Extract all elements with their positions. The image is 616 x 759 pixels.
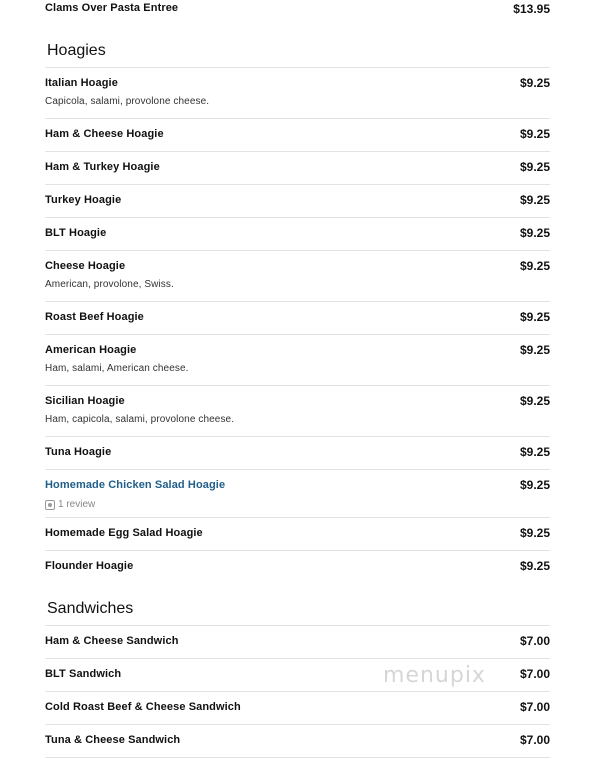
item-price: $9.25 [519,310,550,324]
item-price: $9.25 [519,526,550,540]
item-name: Cheese Hoagie [45,260,126,272]
menu-item [45,68,550,119]
menu-item [45,119,550,152]
item-price: $7.00 [519,733,550,747]
watermark-logo: menupix [383,663,486,688]
section-title-hoagies: Hoagies [47,42,106,59]
menu-item [45,0,550,20]
review-icon [45,500,55,510]
menu-item [45,185,550,218]
menu-item [45,470,550,518]
menu-item [45,551,550,583]
item-price: $13.95 [513,2,550,16]
menu-item [45,692,550,725]
item-description: Ham, capicola, salami, provolone cheese. [45,414,235,425]
item-name: Sicilian Hoagie [45,395,125,407]
item-name: Tuna Hoagie [45,446,112,458]
item-name: Ham & Turkey Hoagie [45,161,160,173]
menu-item [45,302,550,335]
item-name: Ham & Cheese Hoagie [45,128,164,140]
menu-item [45,437,550,470]
item-name: Homemade Egg Salad Hoagie [45,527,203,539]
item-price: $9.25 [519,226,550,240]
item-name: BLT Sandwich [45,668,122,680]
menu-item [45,626,550,659]
item-name: BLT Hoagie [45,227,107,239]
item-price: $9.25 [519,394,550,408]
item-name: Cold Roast Beef & Cheese Sandwich [45,701,241,713]
item-name: American Hoagie [45,344,137,356]
review-count[interactable] [45,499,95,510]
item-price: $9.25 [519,160,550,174]
menu-item [45,251,550,302]
item-name: Italian Hoagie [45,77,118,89]
item-price: $9.25 [519,76,550,90]
item-price: $9.25 [519,259,550,273]
menu-item [45,386,550,437]
item-name: Ham & Cheese Sandwich [45,635,179,647]
item-name: Roast Beef Hoagie [45,311,144,323]
item-price: $9.25 [519,343,550,357]
section-title-sandwiches: Sandwiches [47,600,134,617]
item-price: $9.25 [519,478,550,492]
review-label: 1 review [58,499,96,510]
item-price: $9.25 [519,559,550,573]
menu-item [45,725,550,758]
item-description: Ham, salami, American cheese. [45,363,189,374]
item-name: Turkey Hoagie [45,194,122,206]
item-description: American, provolone, Swiss. [45,279,174,290]
menu-item [45,152,550,185]
item-name: Clams Over Pasta Entree [45,2,179,14]
menu-item [45,218,550,251]
menu-item [45,518,550,551]
item-name: Flounder Hoagie [45,560,134,572]
item-price: $7.00 [519,700,550,714]
item-price: $7.00 [519,667,550,681]
item-price: $9.25 [519,193,550,207]
item-price: $9.25 [519,445,550,459]
item-price: $7.00 [519,634,550,648]
item-name: Tuna & Cheese Sandwich [45,734,181,746]
item-price: $9.25 [519,127,550,141]
item-description: Capicola, salami, provolone cheese. [45,96,210,107]
item-name-link[interactable]: Homemade Chicken Salad Hoagie [45,479,226,491]
menu-item [45,335,550,386]
